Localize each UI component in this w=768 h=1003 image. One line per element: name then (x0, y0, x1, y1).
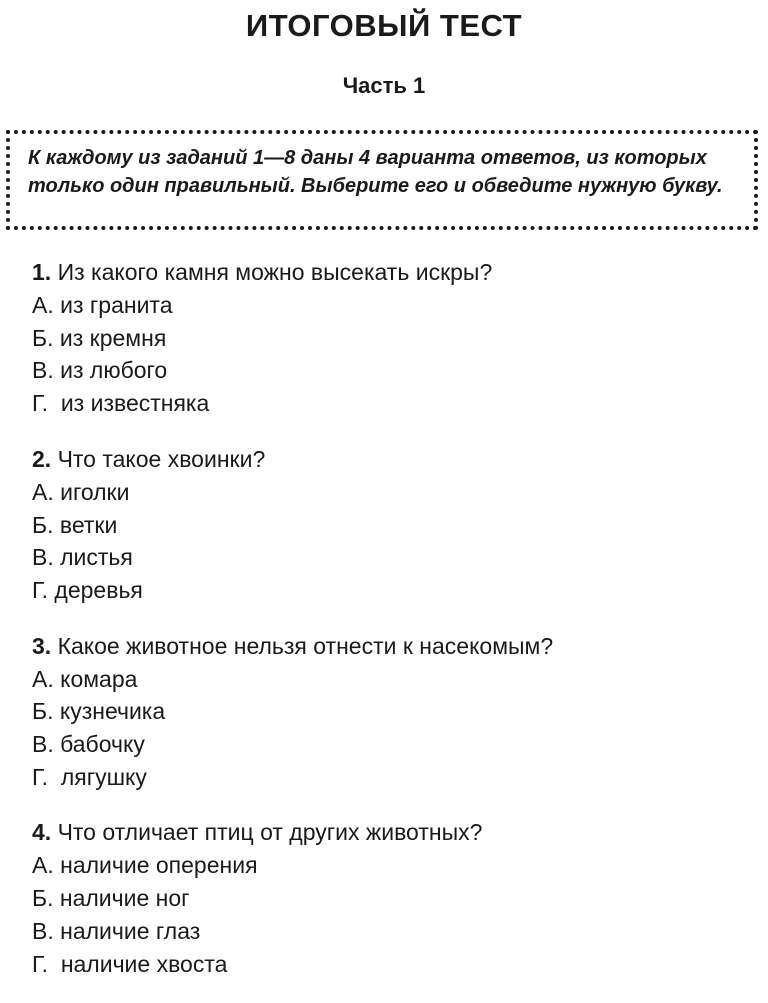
part-heading: Часть 1 (342, 73, 426, 98)
question-number: 4. (32, 819, 52, 846)
answer-option-d: Г. наличие хвоста (32, 950, 228, 977)
question-text (32, 256, 752, 289)
question-number: 2. (32, 445, 52, 472)
question-text (32, 443, 752, 476)
question-body: Из какого камня можно высекать искры? (57, 259, 493, 285)
answer-option-a: А. комара (32, 665, 138, 692)
answer-option-a: А. иголки (32, 478, 130, 505)
answer-option-b: Б. из кремня (32, 324, 167, 351)
question-list (32, 256, 752, 1003)
answer-option-c: В. листья (32, 544, 133, 571)
answer-option-b: Б. наличие ног (32, 885, 190, 912)
question-text (32, 816, 752, 849)
question-body: Что такое хвоинки? (57, 445, 266, 472)
question-body: Что отличает птиц от других животных? (57, 819, 483, 846)
question-number: 3. (32, 632, 52, 659)
answer-option-a: А. наличие оперения (32, 852, 258, 879)
answer-option-c: В. из любого (32, 357, 168, 384)
answer-option-d: Г. деревья (32, 576, 143, 603)
question-number: 1. (32, 259, 52, 285)
question-4 (32, 816, 752, 980)
answer-option-b: Б. ветки (32, 511, 118, 538)
question-body: Какое животное нельзя отнести к насекомым? (57, 632, 554, 659)
instruction-box: К каждому из заданий 1—8 даны 4 варианта ответов, из которых только один правильный. Выберите его и обведите нужную букву. (6, 130, 758, 230)
answer-option-c: В. наличие глаз (32, 917, 201, 944)
answer-option-d: Г. из известняка (32, 390, 210, 417)
answer-option-a: А. из гранита (32, 292, 173, 318)
question-3 (32, 630, 752, 794)
answer-option-d: Г. лягушку (32, 763, 147, 790)
answer-option-c: В. бабочку (32, 731, 145, 758)
question-1 (32, 256, 752, 420)
page-title: ИТОГОВЫЙ ТЕСТ (245, 8, 523, 43)
answer-option-b: Б. кузнечика (32, 698, 166, 725)
question-2 (32, 443, 752, 607)
question-text (32, 630, 752, 663)
